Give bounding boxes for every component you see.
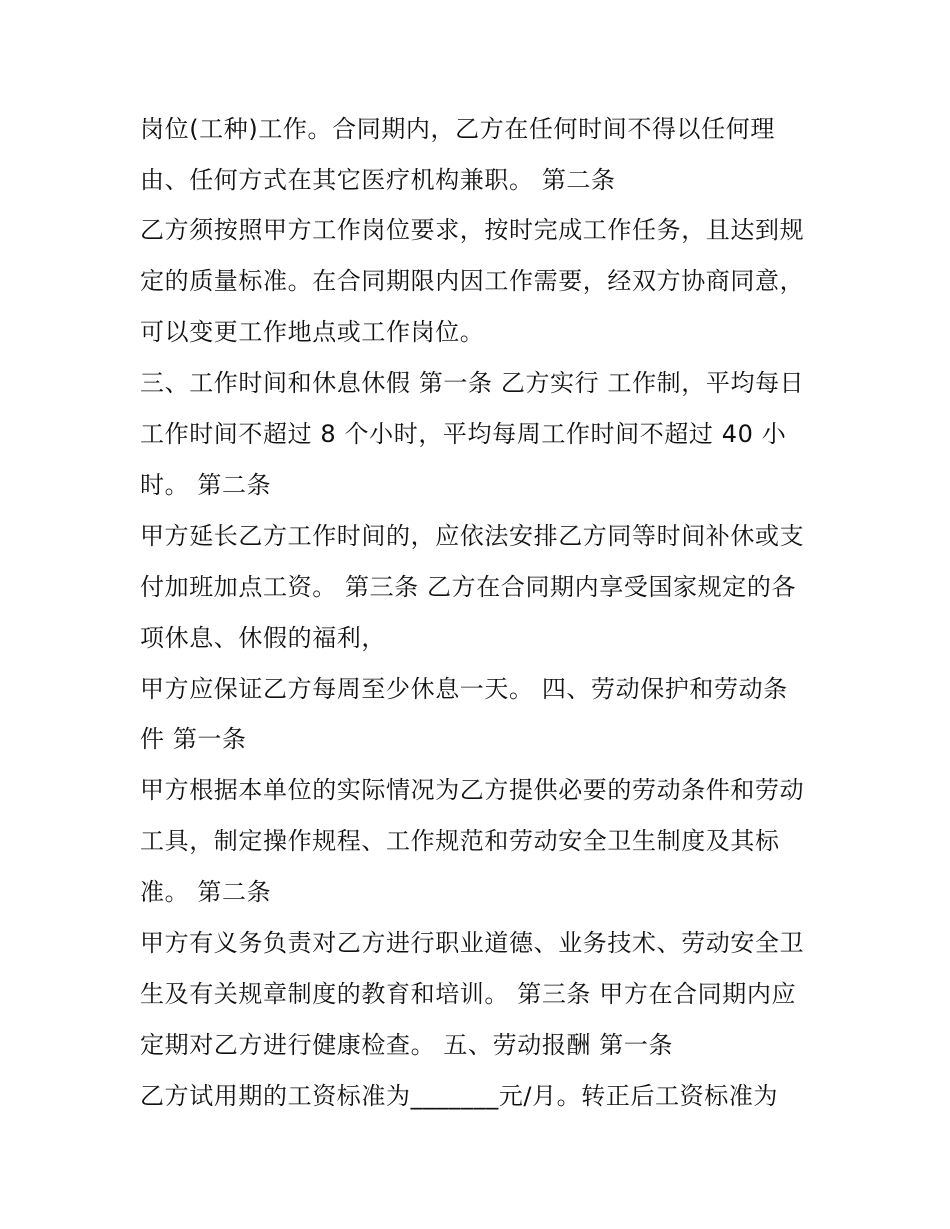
text-line: 甲方应保证乙方每周至少休息一天。 四、劳动保护和劳动条	[140, 675, 788, 703]
text-line: 乙方试用期的工资标准为_______元/月。转正后工资标准为	[140, 1082, 779, 1110]
text-line: 甲方延长乙方工作时间的，应依法安排乙方同等时间补休或支	[140, 522, 805, 550]
text-line: 乙方须按照甲方工作岗位要求，按时完成工作任务，且达到规	[140, 216, 805, 244]
text-line: 项休息、休假的福利，	[140, 624, 386, 652]
text-line: 付加班加点工资。 第三条 乙方在合同期内享受国家规定的各	[140, 573, 797, 601]
text-line: 定的质量标准。在合同期限内因工作需要，经双方协商同意，	[140, 267, 805, 295]
text-line: 可以变更工作地点或工作岗位。	[140, 318, 485, 346]
text-line: 定期对乙方进行健康检查。 五、劳动报酬 第一条	[140, 1031, 674, 1059]
text-line: 时。 第二条	[140, 471, 272, 499]
text-line: 甲方有义务负责对乙方进行职业道德、业务技术、劳动安全卫	[140, 929, 805, 957]
text-line: 甲方根据本单位的实际情况为乙方提供必要的劳动条件和劳动	[140, 776, 805, 804]
text-line: 由、任何方式在其它医疗机构兼职。 第二条	[140, 166, 616, 194]
text-line: 工具，制定操作规程、工作规范和劳动安全卫生制度及其标	[140, 827, 780, 855]
text-line: 工作时间不超过 8 个小时，平均每周工作时间不超过 40 小	[140, 420, 787, 448]
text-line: 三、工作时间和休息休假 第一条 乙方实行 工作制，平均每日	[140, 369, 805, 397]
text-line: 生及有关规章制度的教育和培训。 第三条 甲方在合同期内应	[140, 980, 797, 1008]
text-line: 件 第一条	[140, 725, 247, 753]
text-line: 岗位(工种)工作。合同期内，乙方在任何时间不得以任何理	[140, 115, 775, 143]
text-line: 准。 第二条	[140, 878, 272, 906]
